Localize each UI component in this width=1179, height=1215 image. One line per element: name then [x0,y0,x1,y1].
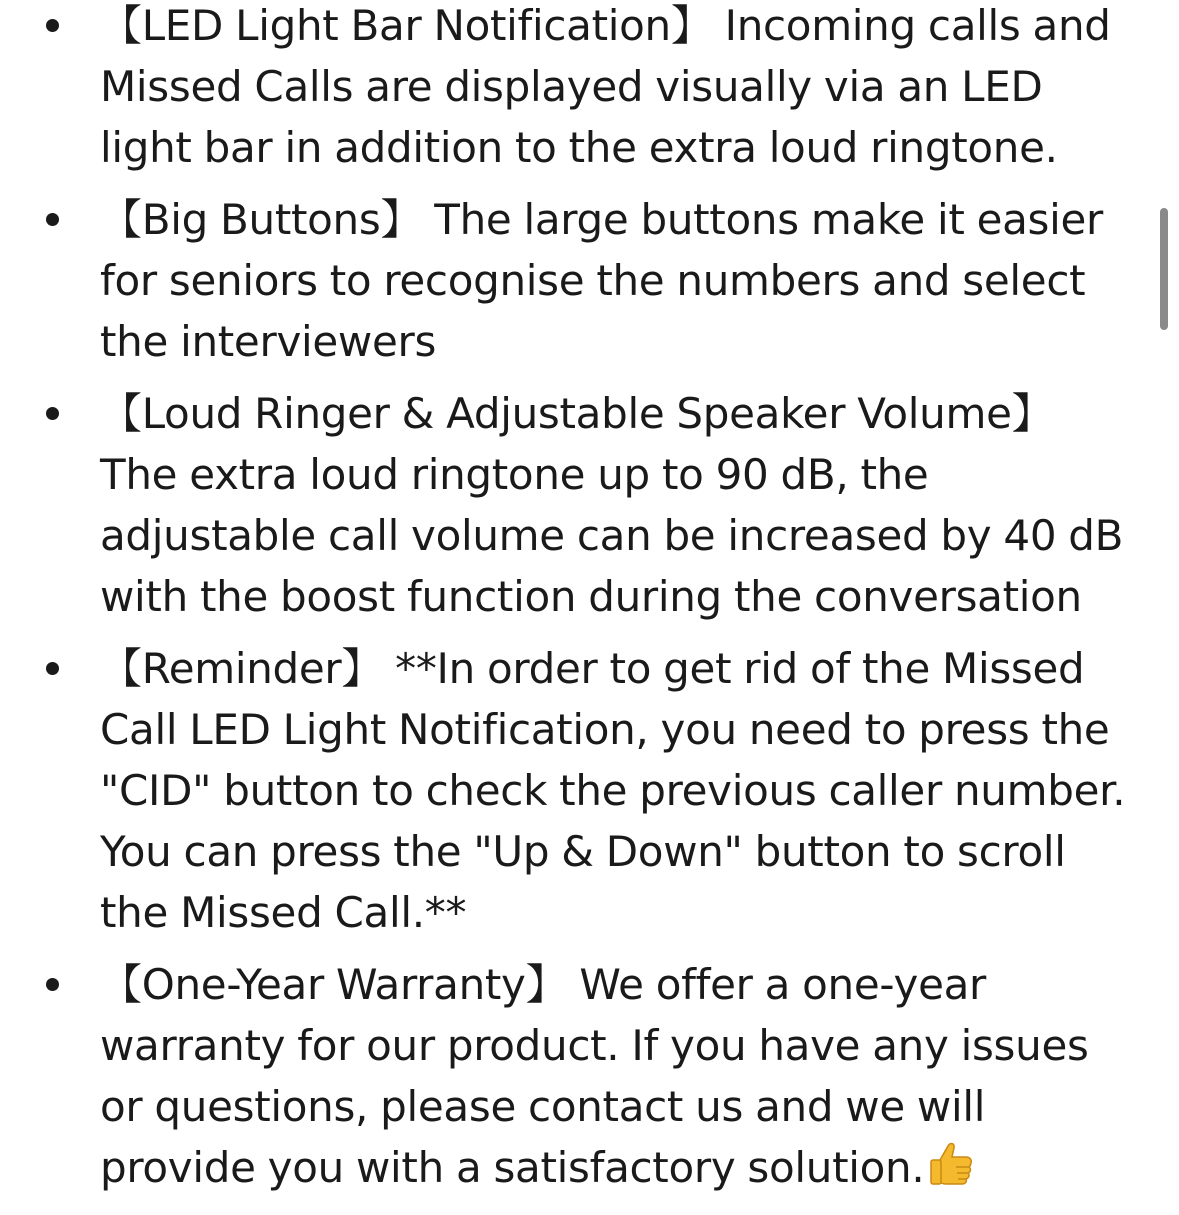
scrollbar-thumb[interactable] [1160,208,1168,330]
bullet-text: 【Loud Ringer & Adjustable Speaker Volume】 The extra loud ringtone up to 90 dB, the adjustable call volume can be increased by 40 dB with the boost function during the conversation [100,389,1124,621]
bullet-reminder [0,638,1179,943]
bullet-warranty [0,954,1179,1204]
bullet-big-buttons [0,189,1179,372]
bullet-text: 【Big Buttons】 The large buttons make it easier for seniors to recognise the numbers and select the interviewers [100,195,1104,366]
bullet-dot-icon [46,407,59,420]
bullet-text: 【Reminder】 **In order to get rid of the Missed Call LED Light Notification, you need to press the "CID" button to check the previous caller number. You can press the "Up & Down" button to scroll the Missed Call.** [100,644,1126,937]
bullet-dot-icon [46,19,59,32]
bullet-dot-icon [46,213,59,226]
bullet-text: 【One-Year Warranty】 We offer a one-year warranty for our product. If you have any issues or questions, please contact us and we will provide you with a satisfactory solution. [100,960,1089,1192]
bullet-dot-icon [46,662,59,675]
bullet-dot-icon [46,978,59,991]
bullet-led-light-bar [0,0,1179,178]
bullet-text: 【LED Light Bar Notification】 Incoming calls and Missed Calls are displayed visually via an LED light bar in addition to the extra loud ringtone. [100,1,1111,172]
thumbs-up-icon [926,1138,976,1204]
bullet-loud-ringer [0,383,1179,627]
